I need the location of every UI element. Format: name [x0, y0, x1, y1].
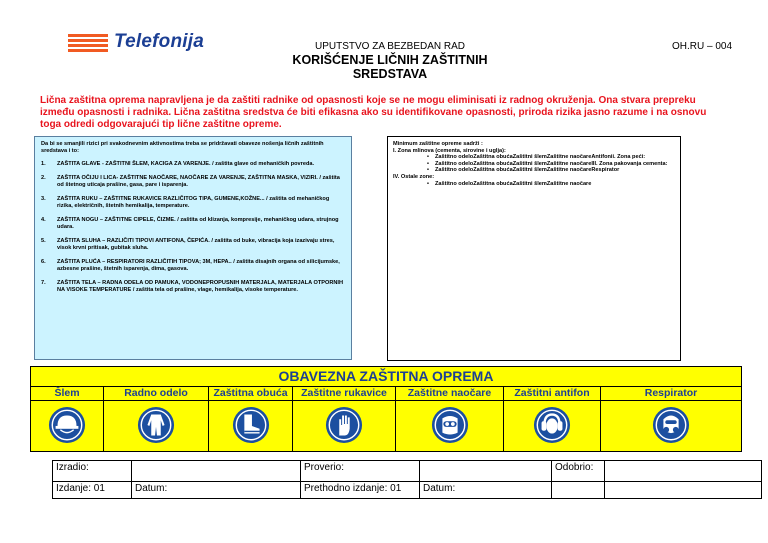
logo-stripes-icon	[68, 34, 108, 52]
izradio-value	[132, 461, 301, 482]
izradio-label: Izradio:	[53, 461, 132, 482]
list-item	[393, 154, 675, 161]
doc-code: OH.RU – 004	[672, 41, 733, 52]
ppe-label: Zaštitne naočare	[396, 386, 503, 401]
intro-paragraph: Lična zaštitna oprema napravljena je da zaštiti radnike od opasnosti koje se ne mogu eliminisati iz radnog okruženja. Ona stvara prepreku između opasnosti i radnika. Lična zaštitna sredstva će biti efikasna ako su identifikovane opasnosti, priroda rizika jasno razume i na osnovu toga odredi odgovarajući tip lične zaštitne opreme.	[40, 95, 707, 130]
list-item	[41, 238, 345, 252]
minimum-equipment-box	[387, 136, 681, 361]
empty-cell	[605, 482, 762, 499]
mandatory-equipment-table	[30, 366, 742, 452]
zone-heading: I. Zona mlinova (cementa, sirovine i uglja):	[393, 147, 506, 154]
protection-list-lead: Da bi se smanjili rizici pri svakodnevnim aktivnostima treba se pridržavati obaveze nošenja ličnih zaštitnih sredstava i to:	[41, 141, 324, 154]
datum-cell: Datum:	[420, 482, 552, 499]
ppe-column-overalls	[104, 386, 209, 451]
bullet-icon: •	[427, 180, 429, 187]
ppe-label: Zaštitne rukavice	[293, 386, 395, 401]
ppe-column-boot	[209, 386, 293, 451]
list-item-text: Zaštitno odeloZaštitna obućaZaštitni šlemZaštitne naočareIII. Zona pakovanja cementa:	[435, 160, 668, 167]
list-item-number: 1.	[41, 161, 46, 167]
ppe-label: Šlem	[31, 386, 103, 401]
list-item	[393, 181, 675, 188]
telefonija-logo	[68, 32, 218, 56]
list-item-text: Zaštitno odeloZaštitna obućaZaštitni šlemZaštitne naočare	[435, 180, 592, 187]
empty-cell	[552, 482, 605, 499]
list-item	[41, 161, 345, 168]
ppe-column-respirator	[601, 386, 741, 451]
list-item-number: 2.	[41, 175, 46, 181]
doc-title: KORIŠĆENJE LIČNIH ZAŠTITNIH SREDSTAVA	[292, 53, 488, 81]
odobrio-value	[605, 461, 762, 482]
list-item-number: 3.	[41, 196, 46, 202]
list-item-text: ZAŠTITA SLUHA – RAZLIČITI TIPOVI ANTIFONA, ČEPIĆA. / zaštita od buke, vibracija koja izazivaju stres, visok krvni pritisak, gubitak sluha.	[57, 238, 335, 251]
datum-cell: Datum:	[132, 482, 301, 499]
ppe-column-goggles	[396, 386, 504, 451]
ppe-label: Zaštitni antifon	[504, 386, 600, 401]
doc-subtitle: UPUTSTVO ZA BEZBEDAN RAD	[314, 41, 466, 52]
ppe-label: Radno odelo	[104, 386, 208, 401]
logo-brand-text: Telefonija	[114, 31, 204, 52]
ppe-column-earmuffs	[504, 386, 601, 451]
goggles-icon	[431, 406, 469, 444]
helmet-icon	[48, 406, 86, 444]
list-item	[41, 196, 345, 210]
proverio-label: Proverio:	[301, 461, 420, 482]
list-item-text: Zaštitno odeloZaštitna obućaZaštitni šlemZaštitne naočareRespirator	[435, 167, 620, 174]
protection-list-box	[34, 136, 352, 360]
proverio-value	[420, 461, 552, 482]
signoff-table	[52, 460, 762, 499]
list-item-text: ZAŠTITA TELA – RADNA ODELA OD PAMUKA, VODONEPROPUSNIH MATERJALA, MATERJALA OTPORNIH NA VISOKE TEMPERATURE / zaštita tela od prašine, vlage, hemikalija, visoke temperature.	[57, 280, 344, 293]
list-item	[41, 217, 345, 231]
list-item-text: ZAŠTITA RUKU – ZAŠTITNE RUKAVICE RAZLIČITOG TIPA, GUMENE,KOŽNE... / zaštita od mehaničkog rizika, električnih, štetnih hemikalija, temperature.	[57, 196, 330, 209]
list-item-text: Zaštitno odeloZaštitna obućaZaštitni šlemZaštitne naočareAntifonii. Zona peći:	[435, 154, 646, 161]
zone-heading: IV. Ostale zone:	[393, 173, 435, 180]
izdanje-cell: Izdanje: 01	[53, 482, 132, 499]
boot-icon	[232, 406, 270, 444]
respirator-icon	[652, 406, 690, 444]
list-item	[393, 167, 675, 174]
overalls-icon	[137, 406, 175, 444]
ppe-label: Respirator	[601, 386, 741, 401]
list-item-number: 4.	[41, 217, 46, 223]
glove-icon	[325, 406, 363, 444]
list-item-text: ZAŠTITA NOGU – ZAŠTITNE CIPELE, ČIZME. / zaštita od klizanja, kompresije, mehaničkog udara, strujnog udara.	[57, 217, 339, 230]
mandatory-equipment-title: OBAVEZNA ZAŠTITNA OPREMA	[31, 367, 741, 387]
ppe-column-gloves	[293, 386, 396, 451]
list-item	[41, 259, 345, 273]
prethodno-izdanje-cell: Prethodno izdanje: 01	[301, 482, 420, 499]
list-item-number: 6.	[41, 259, 46, 265]
list-item	[41, 175, 345, 189]
list-item-number: 7.	[41, 280, 46, 286]
list-item	[41, 280, 345, 294]
bullet-icon: •	[427, 160, 429, 167]
list-item-number: 5.	[41, 238, 46, 244]
bullet-icon: •	[427, 167, 429, 174]
minimum-equipment-heading: Minimum zaštitne opreme sadrži :	[393, 141, 483, 147]
odobrio-label: Odobrio:	[552, 461, 605, 482]
earmuffs-icon	[533, 406, 571, 444]
list-item-text: ZAŠTITA OČIJU I LICA- ZAŠTITNE NAOČARE, NAOČARE ZA VARENJE, ZAŠTITNA MASKA, VIZIRI. / zaštita od štetnog uticaja prašine, gasa, pare i isparenja.	[57, 175, 340, 188]
ppe-column-helmet	[31, 386, 104, 451]
bullet-icon: •	[427, 154, 429, 161]
list-item-text: ZAŠTITA GLAVE - ZAŠTITNI ŠLEM, KACIGA ZA VARENJE. / zaštita glave od mehaničkih povreda.	[57, 161, 315, 167]
list-item-text: ZAŠTITA PLUĆA – RESPIRATORI RAZLIČITIH TIPOVA; 3M, HEPA.. / zaštita disajnih organa od silicijumske, azbesne prašine, štetnih isparenja, dima, gasova.	[57, 259, 340, 272]
list-item	[393, 161, 675, 168]
ppe-label: Zaštitna obuća	[209, 386, 292, 401]
